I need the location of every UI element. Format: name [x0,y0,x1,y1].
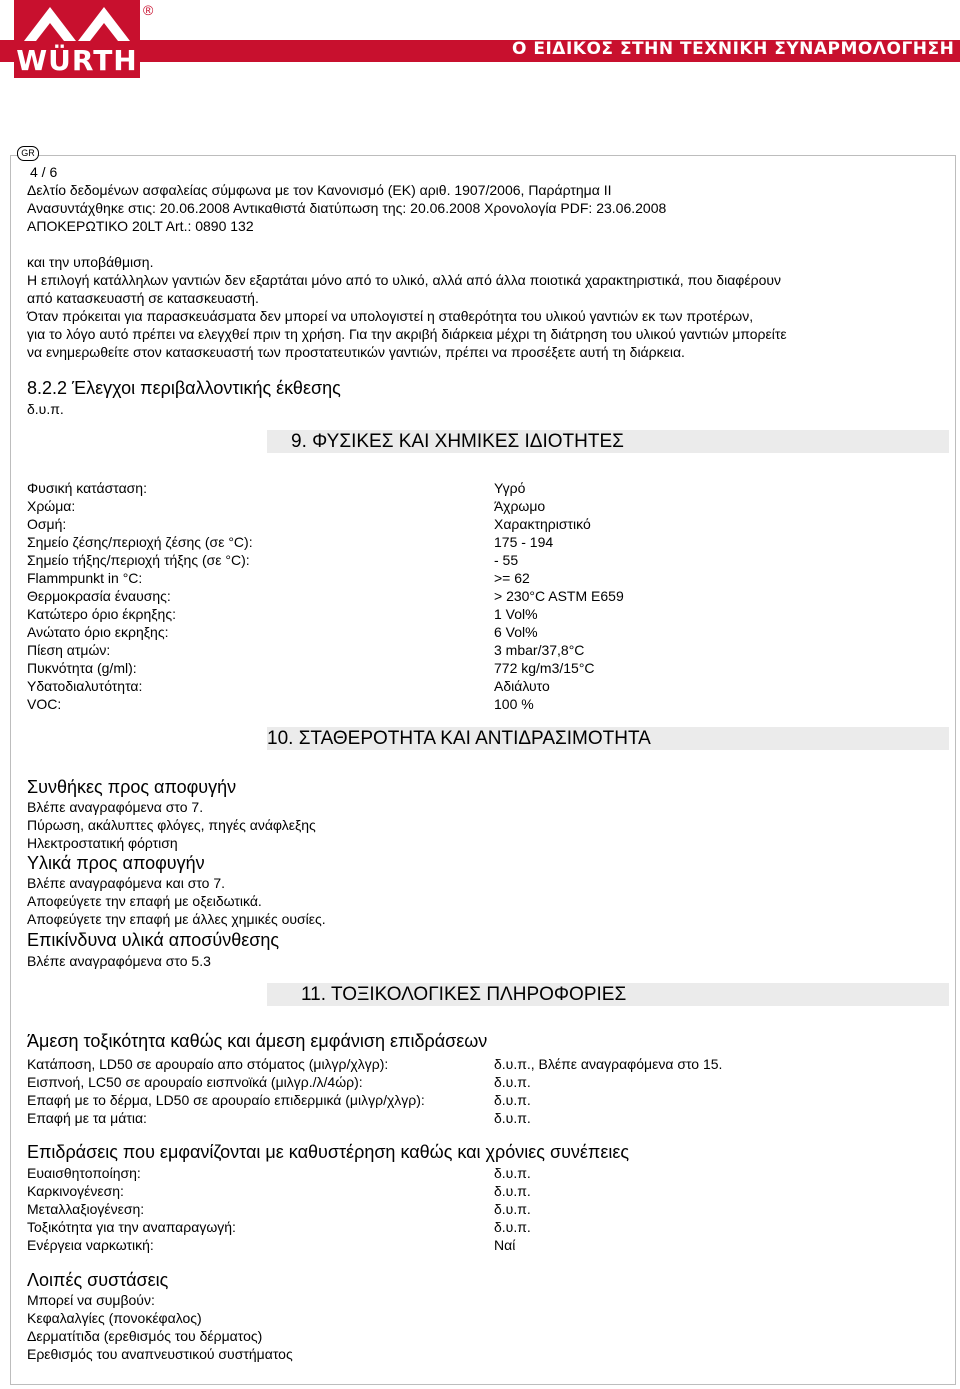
tox-value: δ.υ.π. [494,1201,531,1217]
section-11-bar [267,983,949,1006]
doc-title: Δελτίο δεδομένων ασφαλείας σύμφωνα με τον Κανονισμό (ΕΚ) αριθ. 1907/2006, Παράρτημα II [27,182,612,198]
property-label: VOC: [27,696,62,712]
property-label: Flammpunkt in °C: [27,570,143,586]
s10-heading: Υλικά προς αποφυγήν [27,853,205,873]
logo-arrows-icon [18,3,136,43]
other-line: Δερματίτιδα (ερεθισμός του δέρματος) [27,1328,263,1344]
property-label: Σημείο τήξης/περιοχή τήξης (σε °C): [27,552,250,568]
section-9-title: 9. ΦΥΣΙΚΕΣ ΚΑΙ ΧΗΜΙΚΕΣ ΙΔΙΟΤΗΤΕΣ [291,431,624,452]
subsection-title-8-2-2: 8.2.2 Έλεγχοι περιβαλλοντικής έκθεσης [27,378,341,398]
s10-heading: Συνθήκες προς αποφυγήν [27,777,237,797]
section-11-title: 11. ΤΟΞΙΚΟΛΟΓΙΚΕΣ ΠΛΗΡΟΦΟΡΙΕΣ [301,984,627,1005]
s10-line: Πύρωση, ακάλυπτες φλόγες, πηγές ανάφλεξης [27,817,316,833]
property-value: > 230°C ASTM E659 [494,588,624,604]
tox-value: δ.υ.π. [494,1074,531,1090]
property-value: Αδιάλυτο [494,678,550,694]
tox-label: Μεταλλαξιογένεση: [27,1201,145,1217]
property-value: Υγρό [494,480,526,496]
doc-revision: Ανασυντάχθηκε στις: 20.06.2008 Αντικαθιστά διατύπωση της: 20.06.2008 Χρονολογία PDF: 23.06.2008 [27,200,667,216]
tox-value: δ.υ.π., Βλέπε αναγραφόμενα στο 15. [494,1056,723,1072]
property-label: Φυσική κατάσταση: [27,480,147,496]
property-label: Οσμή: [27,516,67,532]
s10-heading: Επικίνδυνα υλικά αποσύνθεσης [27,930,280,950]
tox-label: Ευαισθητοποίηση: [27,1165,141,1181]
property-label: Ανώτατο όριο εκρηξης: [27,624,169,640]
section-10-bar [267,727,949,750]
gloves-line: και την υποβάθμιση. [27,254,154,270]
logo-wordmark: WÜRTH [16,44,138,77]
tox-value: δ.υ.π. [494,1165,531,1181]
tox-value: δ.υ.π. [494,1110,531,1126]
property-label: Θερμοκρασία έναυσης: [27,588,171,604]
country-badge: GR [17,146,39,161]
property-value: 6 Vol% [494,624,538,640]
property-value: 772 kg/m3/15°C [494,660,595,676]
s10-line: Αποφεύγετε την επαφή με άλλες χημικές ουσίες. [27,911,326,927]
tox-value: Ναί [494,1237,516,1253]
property-label: Χρώμα: [27,498,76,514]
gloves-line: Η επιλογή κατάλληλων γαντιών δεν εξαρτάται μόνο από το υλικό, αλλά από άλλα ποιοτικά χαρακτηριστικά, που διαφέρουν [27,272,782,288]
s11-heading-delayed: Επιδράσεις που εμφανίζονται με καθυστέρηση καθώς και χρόνιες συνέπειες [27,1142,630,1162]
property-value: 3 mbar/37,8°C [494,642,585,658]
tox-label: Τοξικότητα για την αναπαραγωγή: [27,1219,236,1235]
other-line: Μπορεί να συμβούν: [27,1292,155,1308]
header-banner [0,0,960,78]
tox-label: Εισπνοή, LC50 σε αρουραίο εισπνοϊκά (μιλγρ./λ/4ώρ): [27,1074,363,1090]
tox-label: Κατάποση, LD50 σε αρουραίο απο στόματος (μιλγρ/χλγρ): [27,1056,389,1072]
property-value: 175 - 194 [494,534,554,550]
other-line: Ερεθισμός του αναπνευστικού συστήματος [27,1346,293,1362]
gloves-line: από κατασκευαστή σε κατασκευαστή. [27,290,259,306]
s10-line: Βλέπε αναγραφόμενα στο 7. [27,799,204,815]
tox-label: Καρκινογένεση: [27,1183,124,1199]
tox-value: δ.υ.π. [494,1219,531,1235]
property-label: Πίεση ατμών: [27,642,111,658]
tox-label: Ενέργεια ναρκωτική: [27,1237,154,1253]
registered-mark: ® [143,2,154,18]
doc-product: ΑΠΟΚΕΡΩΤΙΚΟ 20LT Art.: 0890 132 [27,218,254,234]
tox-value: δ.υ.π. [494,1183,531,1199]
tox-value: δ.υ.π. [494,1092,531,1108]
property-label: Υδατοδιαλυτότητα: [27,678,143,694]
property-label: Πυκνότητα (g/ml): [27,660,137,676]
property-value: 1 Vol% [494,606,538,622]
s10-line: Βλέπε αναγραφόμενα και στο 7. [27,875,226,891]
gloves-line: να ενημερωθείτε στον κατασκευαστή των προστατευτικών γαντιών, πρέπει να προσέξετε αυτή τη διάρκεια. [27,344,685,360]
s11-heading-acute: Άμεση τοξικότητα καθώς και άμεση εμφάνιση επιδράσεων [27,1031,488,1051]
property-label: Κατώτερο όριο έκρηξης: [27,606,176,622]
tox-label: Επαφή με το δέρμα, LD50 σε αρουραίο επιδερμικά (μιλγρ/χλγρ): [27,1092,425,1108]
property-value: >= 62 [494,570,530,586]
section-9-bar [267,430,949,453]
gloves-line: για το λόγο αυτό πρέπει να ελεγχθεί πριν τη χρήση. Για την ακριβή διάρκεια μέχρι τη διάτρηση του υλικού γαντιών μπορείτε [27,326,787,342]
gloves-line: Όταν πρόκειται για παρασκευάσματα δεν μπορεί να υπολογιστεί η σταθερότητα του υλικού γαντιών εκ των προτέρων, [27,308,754,324]
property-value: 100 % [494,696,534,712]
property-value: Άχρωμο [494,498,546,514]
wurth-logo [14,0,140,78]
s10-line: Βλέπε αναγραφόμενα στο 5.3 [27,953,211,969]
tox-label: Επαφή με τα μάτια: [27,1110,147,1126]
s11-heading-other: Λοιπές συστάσεις [27,1270,169,1290]
header-tagline: Ο ΕΙΔΙΚΟΣ ΣΤΗΝ ΤΕΧΝΙΚΗ ΣΥΝΑΡΜΟΛΟΓΗΣΗ [512,39,955,59]
subsection-value: δ.υ.π. [27,401,64,417]
page-number: 4 / 6 [30,164,58,180]
section-10-title: 10. ΣΤΑΘΕΡΟΤΗΤΑ ΚΑΙ ΑΝΤΙΔΡΑΣΙΜΟΤΗΤΑ [267,728,651,749]
s10-line: Ηλεκτροστατική φόρτιση [27,835,178,851]
s10-line: Αποφεύγετε την επαφή με οξειδωτικά. [27,893,262,909]
other-line: Κεφαλαλγίες (πονοκέφαλος) [27,1310,202,1326]
property-value: - 55 [494,552,519,568]
property-label: Σημείο ζέσης/περιοχή ζέσης (σε °C): [27,534,253,550]
property-value: Χαρακτηριστικό [494,516,591,532]
